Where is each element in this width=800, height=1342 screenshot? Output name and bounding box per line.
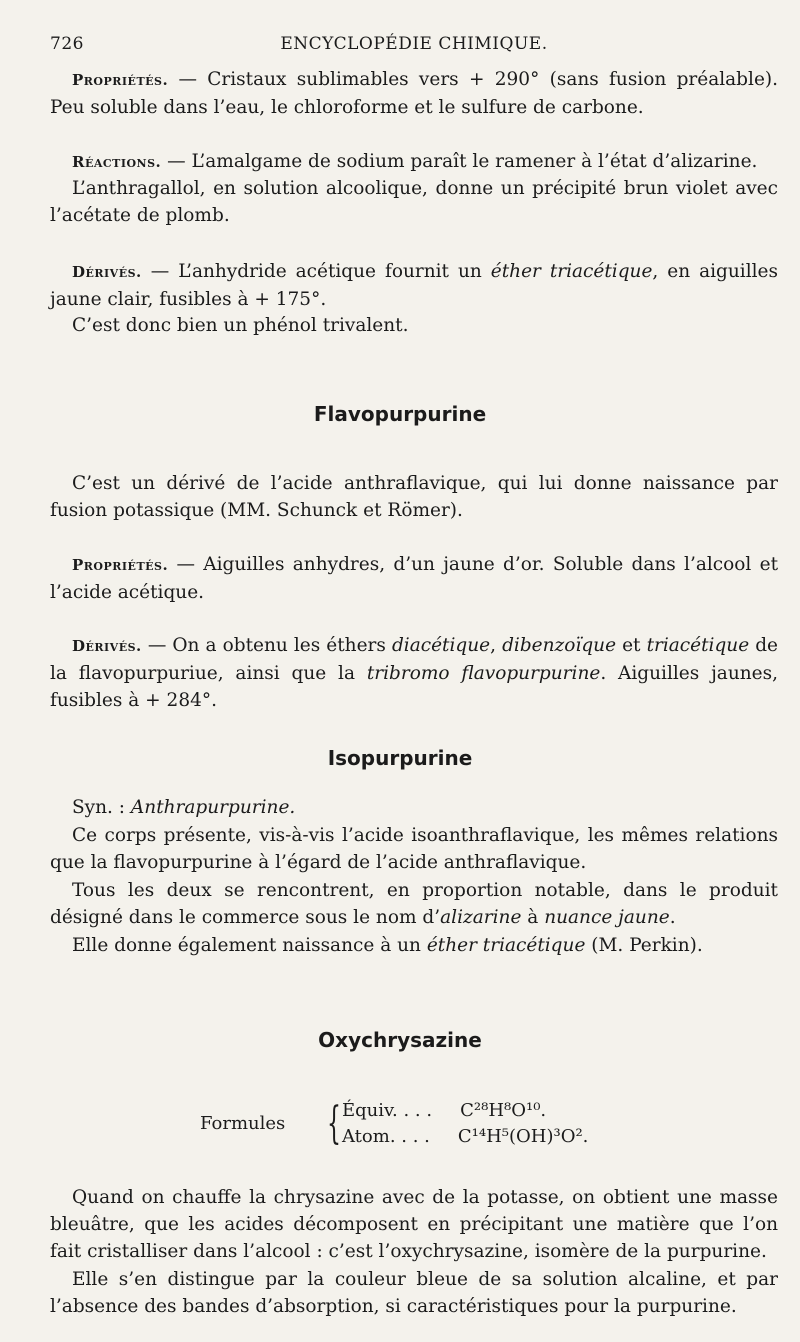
anthragallol-reactions-p2: L’anthragallol, en solution alcoolique, donne un précipité brun violet avec l’acétate de plomb. — [50, 178, 778, 226]
flavopurpurine-proprietes: Propriétés. — Aiguilles anhydres, d’un jaune d’or. Soluble dans l’alcool et l’acide acétique. — [50, 554, 778, 603]
formula-equiv: Équiv. . . . C²⁸H⁸O¹⁰. — [342, 1100, 547, 1121]
isopurpurine-syn: Syn. : Anthrapurpurine. — [72, 797, 296, 818]
page-number: 726 — [50, 34, 84, 54]
oxychrysazine-p2: Elle s’en distingue par la couleur bleue de sa solution alcaline, et par l’absence des bandes d’absorption, si caractéristiques pour la purpurine. — [50, 1269, 778, 1317]
anthragallol-proprietes: Propriétés. — Cristaux sublimables vers + 290° (sans fusion préalable). Peu soluble dans l’eau, le chloroforme et le sulfure de carbone. — [50, 69, 778, 118]
brace-icon: { — [327, 1098, 341, 1149]
anthragallol-reactions: Réactions. — L’amalgame de sodium paraît le ramener à l’état d’alizarine. — [72, 151, 758, 172]
derives-lead: Dérivés. — [72, 263, 142, 281]
isopurpurine-p3: Elle donne également naissance à un éther triacétique (M. Perkin). — [72, 935, 703, 956]
flavopurpurine-derives: Dérivés. — On a obtenu les éthers diacétique, dibenzoïque et triacétique de la flavopurpuriue, ainsi que la tribromo flavopurpurine. Aiguilles jaunes, fusibles à + 284°. — [50, 635, 779, 711]
flavopurpurine-intro: C’est un dérivé de l’acide anthraflavique, qui lui donne naissance par fusion potassique (MM. Schunck et Römer). — [50, 473, 778, 521]
heading-flavopurpurine: Flavopurpurine — [313, 402, 487, 426]
anthragallol-derives-p2: C’est donc bien un phénol trivalent. — [72, 315, 409, 336]
reactions-lead: Réactions. — [72, 153, 162, 171]
isopurpurine-p1: Ce corps présente, vis-à-vis l’acide isoanthraflavique, les mêmes relations que la flavopurpurine à l’égard de l’acide anthraflavique. — [50, 825, 778, 873]
isopurpurine-p2: Tous les deux se rencontrent, en proportion notable, dans le produit désigné dans le commerce sous le nom d’alizarine à nuance jaune. — [50, 880, 778, 928]
heading-oxychrysazine: Oxychrysazine — [318, 1028, 482, 1052]
formules-label: Formules — [200, 1113, 286, 1134]
proprietes-lead: Propriétés. — [72, 71, 169, 89]
formula-atom: Atom. . . . C¹⁴H⁵(OH)³O². — [342, 1126, 589, 1147]
proprietes-lead: Propriétés. — [72, 556, 169, 574]
derives-lead: Dérivés. — [72, 637, 142, 655]
running-title: ENCYCLOPÉDIE CHIMIQUE. — [280, 34, 548, 54]
oxychrysazine-p1: Quand on chauffe la chrysazine avec de la potasse, on obtient une masse bleuâtre, que les acides décomposent en précipitant une matière que l’on fait cristalliser dans l’alcool : c’est l’oxychrysazine, isomère de la purpurine. — [50, 1187, 778, 1262]
anthragallol-derives: Dérivés. — L’anhydride acétique fournit un éther triacétique, en aiguilles jaune clair, fusibles à + 175°. — [50, 261, 779, 310]
heading-isopurpurine: Isopurpurine — [327, 746, 473, 770]
